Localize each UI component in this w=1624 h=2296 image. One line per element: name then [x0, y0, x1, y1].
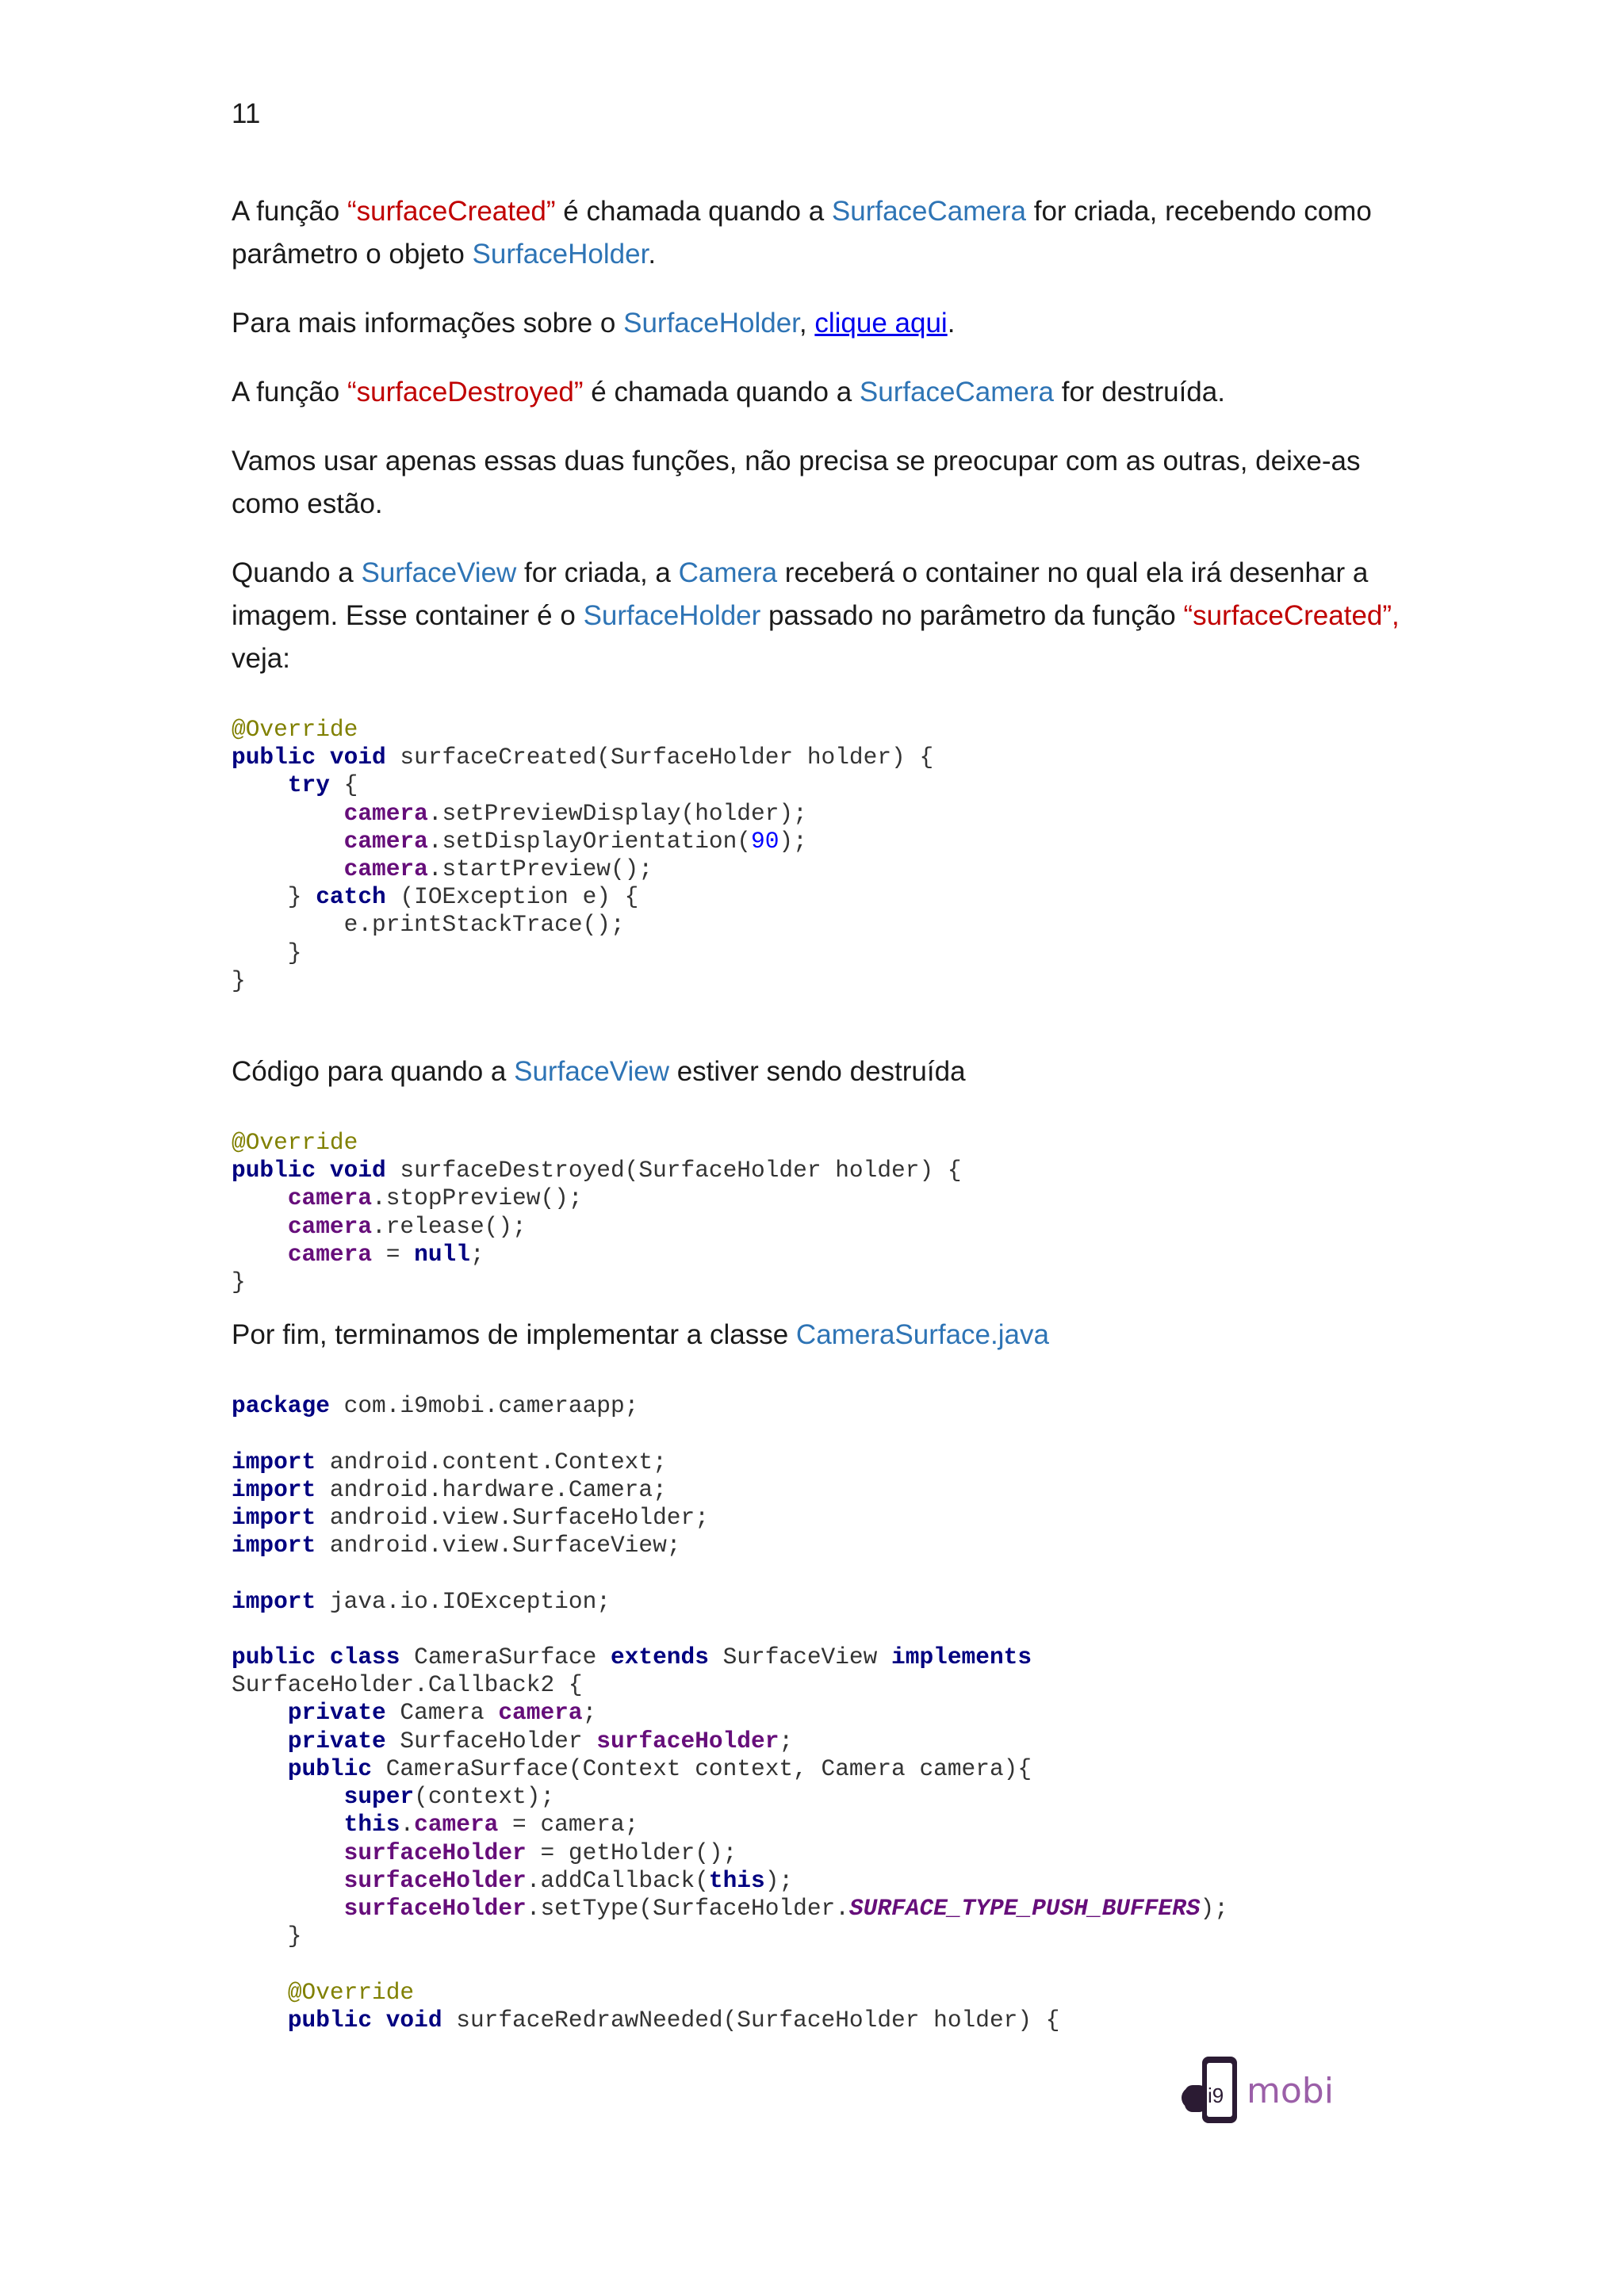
- text: Por fim, terminamos de implementar a classe: [232, 1319, 796, 1351]
- code-keyword: import: [232, 1475, 316, 1503]
- class-name: SurfaceCamera: [831, 196, 1026, 227]
- code-text: }: [232, 939, 302, 966]
- code-text: }: [232, 1923, 302, 1950]
- code-keyword: public: [287, 1755, 373, 1782]
- i9mobi-logo-image: [1178, 2052, 1369, 2139]
- document-body: [232, 190, 1421, 2034]
- code-keyword: super: [343, 1783, 415, 1811]
- code-keyword: private: [287, 1727, 386, 1755]
- code-text: (context);: [414, 1783, 555, 1811]
- code-text: .stopPreview();: [372, 1184, 583, 1212]
- text: for criada, recebendo como parâmetro o objeto: [232, 196, 1372, 270]
- paragraph-more-info: [232, 302, 1421, 345]
- i9mobi-logo: [1178, 2052, 1369, 2139]
- code-field: camera: [414, 1811, 499, 1839]
- code-text: Camera: [385, 1699, 499, 1727]
- code-field: camera: [343, 855, 428, 883]
- code-field: surfaceHolder: [343, 1839, 527, 1866]
- code-block-camera-surface: [232, 1392, 1421, 2034]
- code-text: {: [329, 771, 358, 799]
- code-indent: [232, 1184, 288, 1211]
- code-text: surfaceCreated(SurfaceHolder holder) {: [385, 744, 934, 771]
- code-constant: SURFACE_TYPE_PUSH_BUFFERS: [848, 1894, 1201, 1922]
- code-keyword: import: [232, 1504, 316, 1532]
- text: Vamos usar apenas essas duas funções, não precisa se preocupar com as outras, deixe-as como estão.: [232, 446, 1361, 519]
- code-text: );: [1200, 1894, 1228, 1922]
- code-indent: [232, 800, 344, 827]
- code-keyword: import: [232, 1587, 316, 1615]
- code-text: android.hardware.Camera;: [316, 1475, 667, 1503]
- code-text: .setType(SurfaceHolder.: [526, 1894, 849, 1922]
- code-keyword: this: [343, 1811, 400, 1839]
- code-field: camera: [287, 1240, 373, 1268]
- text: .: [947, 308, 956, 339]
- paragraph-surface-view-created: [232, 552, 1421, 680]
- code-text: com.i9mobi.cameraapp;: [329, 1392, 639, 1420]
- code-text: );: [779, 827, 807, 855]
- code-text: SurfaceHolder: [385, 1727, 597, 1755]
- code-keyword: public void: [232, 1157, 386, 1184]
- code-text: ;: [469, 1240, 485, 1268]
- function-name: “surfaceDestroyed”: [347, 377, 584, 408]
- code-keyword: import: [232, 1532, 316, 1559]
- code-indent: [232, 2007, 288, 2034]
- code-field: camera: [287, 1184, 373, 1212]
- text: receberá o container no qual ela irá desenhar a imagem. Esse container é o: [232, 557, 1369, 631]
- class-name: SurfaceHolder: [472, 239, 649, 270]
- text: passado no parâmetro da função: [760, 600, 1184, 631]
- code-field: camera: [343, 799, 428, 827]
- code-field: camera: [287, 1212, 373, 1240]
- code-indent: [232, 1728, 288, 1755]
- code-text: CameraSurface(Context context, Camera camera){: [372, 1755, 1032, 1782]
- text: A função: [232, 377, 347, 408]
- code-annotation: @Override: [232, 1129, 358, 1157]
- class-name: SurfaceHolder: [623, 308, 799, 339]
- code-indent: [232, 1213, 288, 1240]
- text: veja:: [232, 643, 290, 674]
- page-number: 11: [232, 98, 261, 129]
- spacer: [232, 1296, 1421, 1314]
- class-name: SurfaceCamera: [859, 377, 1054, 408]
- code-indent: [232, 855, 344, 882]
- code-indent: [232, 1867, 344, 1894]
- code-text: SurfaceView: [708, 1644, 892, 1671]
- code-text: = camera;: [498, 1811, 639, 1839]
- code-text: java.io.IOException;: [316, 1587, 611, 1615]
- paragraph-destroy-code-intro: [232, 1050, 1421, 1093]
- code-field: surfaceHolder: [343, 1894, 527, 1922]
- code-keyword: implements: [891, 1644, 1032, 1671]
- paragraph-finish-class: [232, 1314, 1421, 1357]
- code-text: android.view.SurfaceView;: [316, 1532, 681, 1559]
- code-indent: [232, 771, 288, 798]
- class-name: Camera: [678, 557, 778, 588]
- code-text: android.view.SurfaceHolder;: [316, 1504, 709, 1532]
- text: estiver sendo destruída: [668, 1056, 966, 1088]
- code-keyword: catch: [316, 883, 386, 911]
- code-field: camera: [498, 1699, 583, 1727]
- class-name: SurfaceView: [514, 1056, 669, 1088]
- code-field: surfaceHolder: [343, 1866, 527, 1894]
- code-text: e.printStackTrace();: [232, 911, 625, 939]
- code-keyword: this: [708, 1866, 765, 1894]
- code-text: );: [764, 1866, 794, 1894]
- code-keyword: try: [287, 771, 330, 799]
- paragraph-use-only-two: [232, 440, 1421, 526]
- code-text: }: [232, 1269, 246, 1296]
- code-text: ;: [779, 1727, 794, 1755]
- code-number: 90: [751, 827, 779, 855]
- code-keyword: extends: [610, 1644, 709, 1671]
- code-text: CameraSurface: [400, 1644, 611, 1671]
- text: ,: [799, 308, 815, 339]
- code-annotation: @Override: [232, 716, 358, 743]
- code-indent: [232, 1895, 344, 1922]
- code-keyword: null: [414, 1240, 470, 1268]
- code-indent: [232, 1755, 288, 1782]
- code-text: .startPreview();: [427, 855, 653, 883]
- code-indent: [232, 1699, 288, 1726]
- code-text: surfaceRedrawNeeded(SurfaceHolder holder) {: [442, 2006, 1060, 2034]
- code-indent: [232, 828, 344, 855]
- text: é chamada quando a: [555, 196, 832, 227]
- code-indent: [232, 1979, 288, 2006]
- hand-palm: [1185, 2085, 1207, 2112]
- code-keyword: public void: [287, 2006, 442, 2034]
- class-name: SurfaceView: [361, 557, 517, 588]
- text: é chamada quando a: [583, 377, 860, 408]
- code-keyword: import: [232, 1448, 316, 1475]
- text: .: [648, 239, 657, 270]
- code-keyword: package: [232, 1392, 330, 1420]
- text: for criada, a: [516, 557, 679, 588]
- code-text: .: [400, 1811, 415, 1839]
- code-text: .addCallback(: [526, 1866, 709, 1894]
- text: Para mais informações sobre o: [232, 308, 624, 339]
- code-block-surface-destroyed: [232, 1129, 1421, 1296]
- code-text: surfaceDestroyed(SurfaceHolder holder) {: [385, 1157, 962, 1184]
- code-text: android.content.Context;: [316, 1448, 667, 1475]
- logo-mark: i9: [1208, 2084, 1224, 2107]
- function-name: “surfaceCreated”,: [1183, 600, 1400, 631]
- code-indent: [232, 1241, 288, 1268]
- code-keyword: public void: [232, 744, 386, 771]
- class-name: SurfaceHolder: [583, 600, 761, 631]
- code-field: camera: [343, 827, 428, 855]
- paragraph-surface-created: [232, 190, 1421, 276]
- code-text: .setDisplayOrientation(: [427, 827, 752, 855]
- spacer: [232, 995, 1421, 1050]
- code-keyword: public class: [232, 1644, 400, 1671]
- text: Quando a: [232, 557, 362, 588]
- code-text: .release();: [372, 1212, 527, 1240]
- code-text: =: [372, 1240, 415, 1268]
- function-name: “surfaceCreated”: [347, 196, 556, 227]
- code-text: }: [232, 966, 246, 994]
- logo-text: mobi: [1247, 2071, 1334, 2111]
- code-annotation: @Override: [287, 1978, 415, 2006]
- code-indent: [232, 1839, 344, 1866]
- code-text: ;: [582, 1699, 597, 1727]
- clique-aqui-link[interactable]: clique aqui: [814, 308, 948, 339]
- text: A função: [232, 196, 347, 227]
- class-name: CameraSurface.java: [795, 1319, 1049, 1351]
- code-text: .setPreviewDisplay(holder);: [427, 799, 807, 827]
- code-field: surfaceHolder: [596, 1727, 779, 1755]
- paragraph-surface-destroyed: [232, 371, 1421, 414]
- text: for destruída.: [1054, 377, 1225, 408]
- code-text: SurfaceHolder.Callback2 {: [232, 1671, 583, 1699]
- code-text: }: [232, 883, 316, 911]
- code-keyword: private: [287, 1699, 386, 1727]
- code-text: = getHolder();: [526, 1839, 737, 1866]
- text: Código para quando a: [232, 1056, 515, 1088]
- code-text: (IOException e) {: [385, 883, 639, 911]
- code-indent: [232, 1783, 344, 1810]
- code-block-surface-created: [232, 716, 1421, 995]
- code-indent: [232, 1811, 344, 1838]
